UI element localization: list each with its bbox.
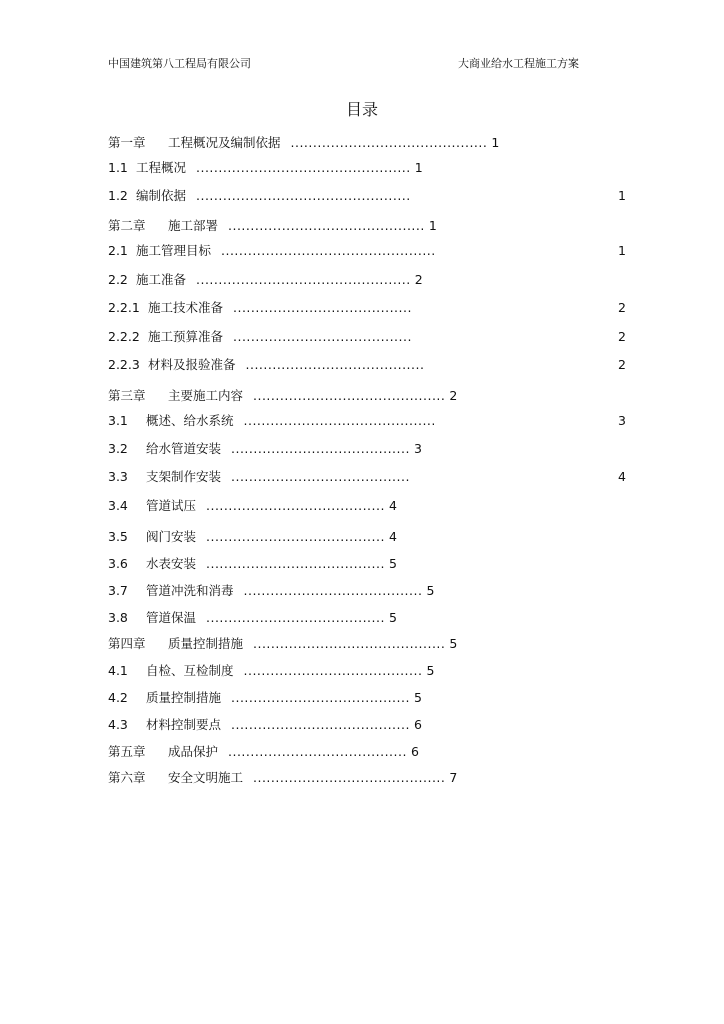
toc-entry[interactable] — [108, 717, 422, 733]
toc-entry-text: 施工管理目标 — [136, 243, 212, 258]
toc-entry-page: 7 — [449, 770, 458, 785]
toc-entry-text: 施工部署 — [168, 218, 219, 233]
toc-entry[interactable] — [108, 160, 423, 176]
toc-entry-page: 5 — [388, 556, 397, 571]
toc-leader-dots: ............................................ — [228, 218, 425, 233]
toc-entry-number: 3.4 — [108, 498, 128, 513]
toc-entry-page: 1 — [618, 188, 626, 203]
header-document-title: 大商业给水工程施工方案 — [458, 57, 579, 70]
toc-entry-number: 3.6 — [108, 556, 128, 571]
toc-entry-page: 2 — [449, 388, 458, 403]
toc-entry[interactable] — [108, 357, 424, 373]
toc-entry-text: 成品保护 — [168, 744, 219, 759]
toc-entry-page: 2 — [618, 357, 626, 372]
toc-leader-dots: ........................................ — [228, 744, 407, 759]
header-company: 中国建筑第八工程局有限公司 — [108, 57, 251, 70]
toc-entry-page: 5 — [388, 610, 397, 625]
toc-leader-dots: ........................................ — [245, 357, 425, 372]
toc-entry-page: 4 — [388, 498, 397, 513]
toc-entry-number: 第二章 — [108, 218, 146, 233]
toc-entry-text: 水表安装 — [146, 556, 197, 571]
toc-leader-dots: ........................................ — [206, 610, 385, 625]
toc-entry-number: 4.3 — [108, 717, 128, 732]
toc-entry-text: 支架制作安装 — [146, 469, 222, 484]
toc-entry[interactable] — [108, 329, 412, 345]
toc-entry-number: 第五章 — [108, 744, 146, 759]
toc-entry-text: 安全文明施工 — [168, 770, 244, 785]
toc-title: 目录 — [345, 100, 378, 119]
toc-entry-page: 5 — [426, 583, 435, 598]
toc-entry-page: 3 — [618, 413, 626, 428]
toc-entry-page: 5 — [426, 663, 435, 678]
toc-entry-text: 管道试压 — [146, 498, 197, 513]
toc-entry-text: 工程概况及编制依据 — [168, 135, 281, 150]
toc-entry-text: 自检、互检制度 — [146, 663, 234, 678]
toc-leader-dots: ........................................ — [206, 556, 385, 571]
toc-entry-text: 施工准备 — [136, 272, 187, 287]
toc-entry-page: 4 — [618, 469, 626, 484]
toc-entry-number: 3.8 — [108, 610, 128, 625]
toc-entry-number: 第六章 — [108, 770, 146, 785]
toc-leader-dots: ........................................ — [233, 300, 412, 315]
toc-entry[interactable] — [108, 690, 422, 706]
toc-entry-page: 4 — [388, 529, 397, 544]
toc-entry-page: 1 — [491, 135, 500, 150]
toc-leader-dots: ........................................... — [253, 388, 446, 403]
toc-entry-page: 5 — [413, 690, 422, 705]
toc-entry-text: 主要施工内容 — [168, 388, 244, 403]
toc-leader-dots: ........................................ — [231, 441, 410, 456]
toc-leader-dots: ........................................... — [243, 413, 436, 428]
toc-entry-number: 2.2.1 — [108, 300, 140, 315]
toc-entry-text: 管道冲洗和消毒 — [146, 583, 234, 598]
toc-entry[interactable] — [108, 272, 423, 288]
toc-entry-number: 2.2.2 — [108, 329, 140, 344]
toc-entry-number: 1.2 — [108, 188, 128, 203]
toc-entry-number: 3.1 — [108, 413, 128, 428]
toc-entry-text: 编制依据 — [136, 188, 187, 203]
toc-leader-dots: ........................................ — [231, 469, 410, 484]
toc-leader-dots: ................................................ — [196, 188, 411, 203]
toc-entry[interactable] — [108, 583, 434, 599]
toc-entry[interactable] — [108, 243, 436, 259]
toc-entry[interactable] — [108, 744, 419, 760]
toc-entry-text: 施工预算准备 — [148, 329, 224, 344]
toc-entry-text: 质量控制措施 — [146, 690, 222, 705]
toc-leader-dots: ........................................... — [253, 770, 446, 785]
toc-entry-number: 3.5 — [108, 529, 128, 544]
toc-entry-text: 管道保温 — [146, 610, 197, 625]
toc-entry-page: 1 — [428, 218, 437, 233]
toc-entry-number: 3.3 — [108, 469, 128, 484]
toc-entry-text: 质量控制措施 — [168, 636, 244, 651]
toc-entry[interactable] — [108, 498, 397, 514]
toc-entry-page: 6 — [413, 717, 422, 732]
toc-entry-text: 材料及报验准备 — [148, 357, 236, 372]
toc-entry[interactable] — [108, 636, 457, 652]
toc-entry[interactable] — [108, 469, 410, 485]
toc-entry-text: 概述、给水系统 — [146, 413, 234, 428]
toc-entry-number: 4.1 — [108, 663, 128, 678]
toc-leader-dots: ........................................ — [243, 663, 423, 678]
toc-entry-number: 3.7 — [108, 583, 128, 598]
toc-entry-number: 3.2 — [108, 441, 128, 456]
toc-entry-number: 2.2.3 — [108, 357, 140, 372]
toc-leader-dots: ........................................ — [233, 329, 412, 344]
toc-leader-dots: ................................................ — [196, 160, 411, 175]
toc-entry-page: 1 — [618, 243, 626, 258]
toc-entry[interactable] — [108, 556, 397, 572]
toc-entry-text: 给水管道安装 — [146, 441, 222, 456]
toc-entry[interactable] — [108, 610, 397, 626]
toc-leader-dots: ................................................ — [196, 272, 411, 287]
toc-leader-dots: ........................................ — [206, 529, 385, 544]
toc-entry[interactable] — [108, 188, 411, 204]
toc-entry[interactable] — [108, 770, 457, 786]
toc-entry[interactable] — [108, 300, 412, 316]
toc-leader-dots: ........................................... — [253, 636, 446, 651]
toc-leader-dots: ............................................ — [290, 135, 488, 150]
toc-entry[interactable] — [108, 441, 422, 457]
toc-entry-page: 6 — [410, 744, 419, 759]
toc-entry-text: 阀门安装 — [146, 529, 197, 544]
toc-entry-number: 第一章 — [108, 135, 146, 150]
toc-entry-number: 4.2 — [108, 690, 128, 705]
toc-entry-number: 第三章 — [108, 388, 146, 403]
toc-entry-page: 5 — [449, 636, 458, 651]
toc-entry-page: 1 — [414, 160, 423, 175]
toc-leader-dots: ........................................ — [206, 498, 385, 513]
toc-entry-page: 3 — [413, 441, 422, 456]
toc-leader-dots: ........................................ — [231, 717, 410, 732]
toc-entry-text: 工程概况 — [136, 160, 187, 175]
toc-entry-number: 2.2 — [108, 272, 128, 287]
toc-leader-dots: ........................................ — [243, 583, 423, 598]
toc-entry-page: 2 — [414, 272, 423, 287]
toc-entry-number: 第四章 — [108, 636, 146, 651]
toc-leader-dots: ........................................ — [231, 690, 410, 705]
toc-entry[interactable] — [108, 413, 436, 429]
toc-entry-text: 施工技术准备 — [148, 300, 224, 315]
toc-entry[interactable] — [108, 388, 457, 404]
toc-entry[interactable] — [108, 663, 434, 679]
toc-entry-page: 2 — [618, 300, 626, 315]
toc-entry-text: 材料控制要点 — [146, 717, 222, 732]
toc-entry-number: 2.1 — [108, 243, 128, 258]
toc-entry[interactable] — [108, 135, 499, 151]
toc-entry-number: 1.1 — [108, 160, 128, 175]
toc-entry-page: 2 — [618, 329, 626, 344]
toc-entry[interactable] — [108, 218, 437, 234]
toc-entry[interactable] — [108, 529, 397, 545]
toc-leader-dots: ................................................ — [221, 243, 436, 258]
